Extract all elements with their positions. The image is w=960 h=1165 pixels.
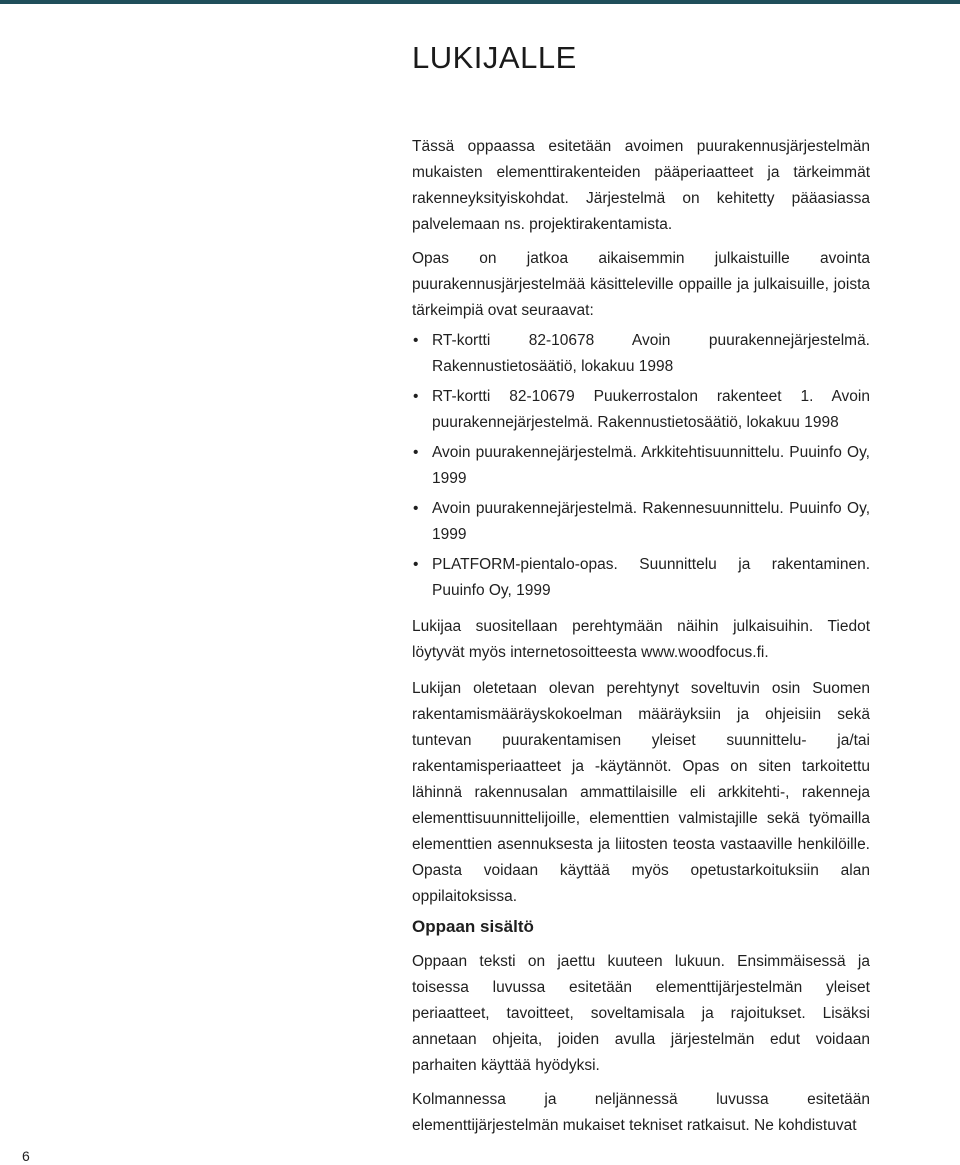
intro-paragraph: Tässä oppaassa esitetään avoimen puurakennusjärjestelmän mukaisten elementtirakenteiden pääperiaatteet ja tärkeimmät rakenneyksityiskohdat. Järjestelmä on kehitetty pääasiassa palvelemaan ns. projektirakentamista. — [412, 138, 870, 233]
reference-list — [412, 328, 870, 604]
recommendation-paragraph: Lukijaa suositellaan perehtymään näihin julkaisuihin. Tiedot löytyvät myös internetosoitteesta www.woodfocus.fi. — [412, 618, 870, 661]
reference-item: • RT-kortti 82-10679 Puukerrostalon rakenteet 1. Avoin puurakennejärjestelmä. Rakennustietosäätiö, lokakuu 1998 — [412, 384, 870, 436]
recommendation-section — [412, 614, 870, 666]
contents-heading-section — [412, 914, 870, 940]
top-rule — [0, 0, 960, 4]
intro-section — [412, 134, 870, 238]
reference-item: • RT-kortti 82-10678 Avoin puurakennejärjestelmä. Rakennustietosäätiö, lokakuu 1998 — [412, 328, 870, 380]
contents-section-2 — [412, 1087, 870, 1139]
continuation-paragraph: Opas on jatkoa aikaisemmin julkaistuille avointa puurakennusjärjestelmää käsitteleville oppaille ja julkaisuille, joista tärkeimpiä ovat seuraavat: — [412, 250, 870, 319]
contents-section-1 — [412, 949, 870, 1079]
contents-paragraph-1: Oppaan teksti on jaettu kuuteen lukuun. Ensimmäisessä ja toisessa luvussa esitetään elementtijärjestelmän yleiset periaatteet, tavoitteet, soveltamisala ja rajoitukset. Lisäksi annetaan ohjeita, joiden avulla järjestelmän edut voidaan parhaiten käyttää hyödyksi. — [412, 953, 870, 1074]
reference-item: • Avoin puurakennejärjestelmä. Rakennesuunnittelu. Puuinfo Oy, 1999 — [412, 496, 870, 548]
audience-paragraph: Lukijan oletetaan olevan perehtynyt soveltuvin osin Suomen rakentamismääräyskokoelman määräyksiin ja ohjeisiin sekä tuntevan puurakentamisen yleiset suunnittelu- ja/tai rakentamisperiaatteet ja -käytännöt. Opas on siten tarkoitettu lähinnä rakennusalan ammattilaisille eli arkkitehti-, rakenneja elementtisuunnittelijoille, elementtien valmistajille sekä työmailla elementtien asennuksesta ja liitosten teosta vastaaville henkilöille. Opasta voidaan käyttää myös opetustarkoituksiin alan oppilaitoksissa. — [412, 680, 870, 905]
section-heading: Oppaan sisältö — [412, 917, 534, 936]
continuation-section — [412, 246, 870, 324]
page-number: 6 — [22, 1148, 30, 1164]
page-title: LUKIJALLE — [412, 40, 577, 75]
contents-paragraph-2: Kolmannessa ja neljännessä luvussa esitetään elementtijärjestelmän mukaiset tekniset ratkaisut. Ne kohdistuvat — [412, 1091, 870, 1134]
audience-section — [412, 676, 870, 910]
reference-item: • Avoin puurakennejärjestelmä. Arkkitehtisuunnittelu. Puuinfo Oy, 1999 — [412, 440, 870, 492]
reference-item: • PLATFORM-pientalo-opas. Suunnittelu ja rakentaminen. Puuinfo Oy, 1999 — [412, 552, 870, 604]
